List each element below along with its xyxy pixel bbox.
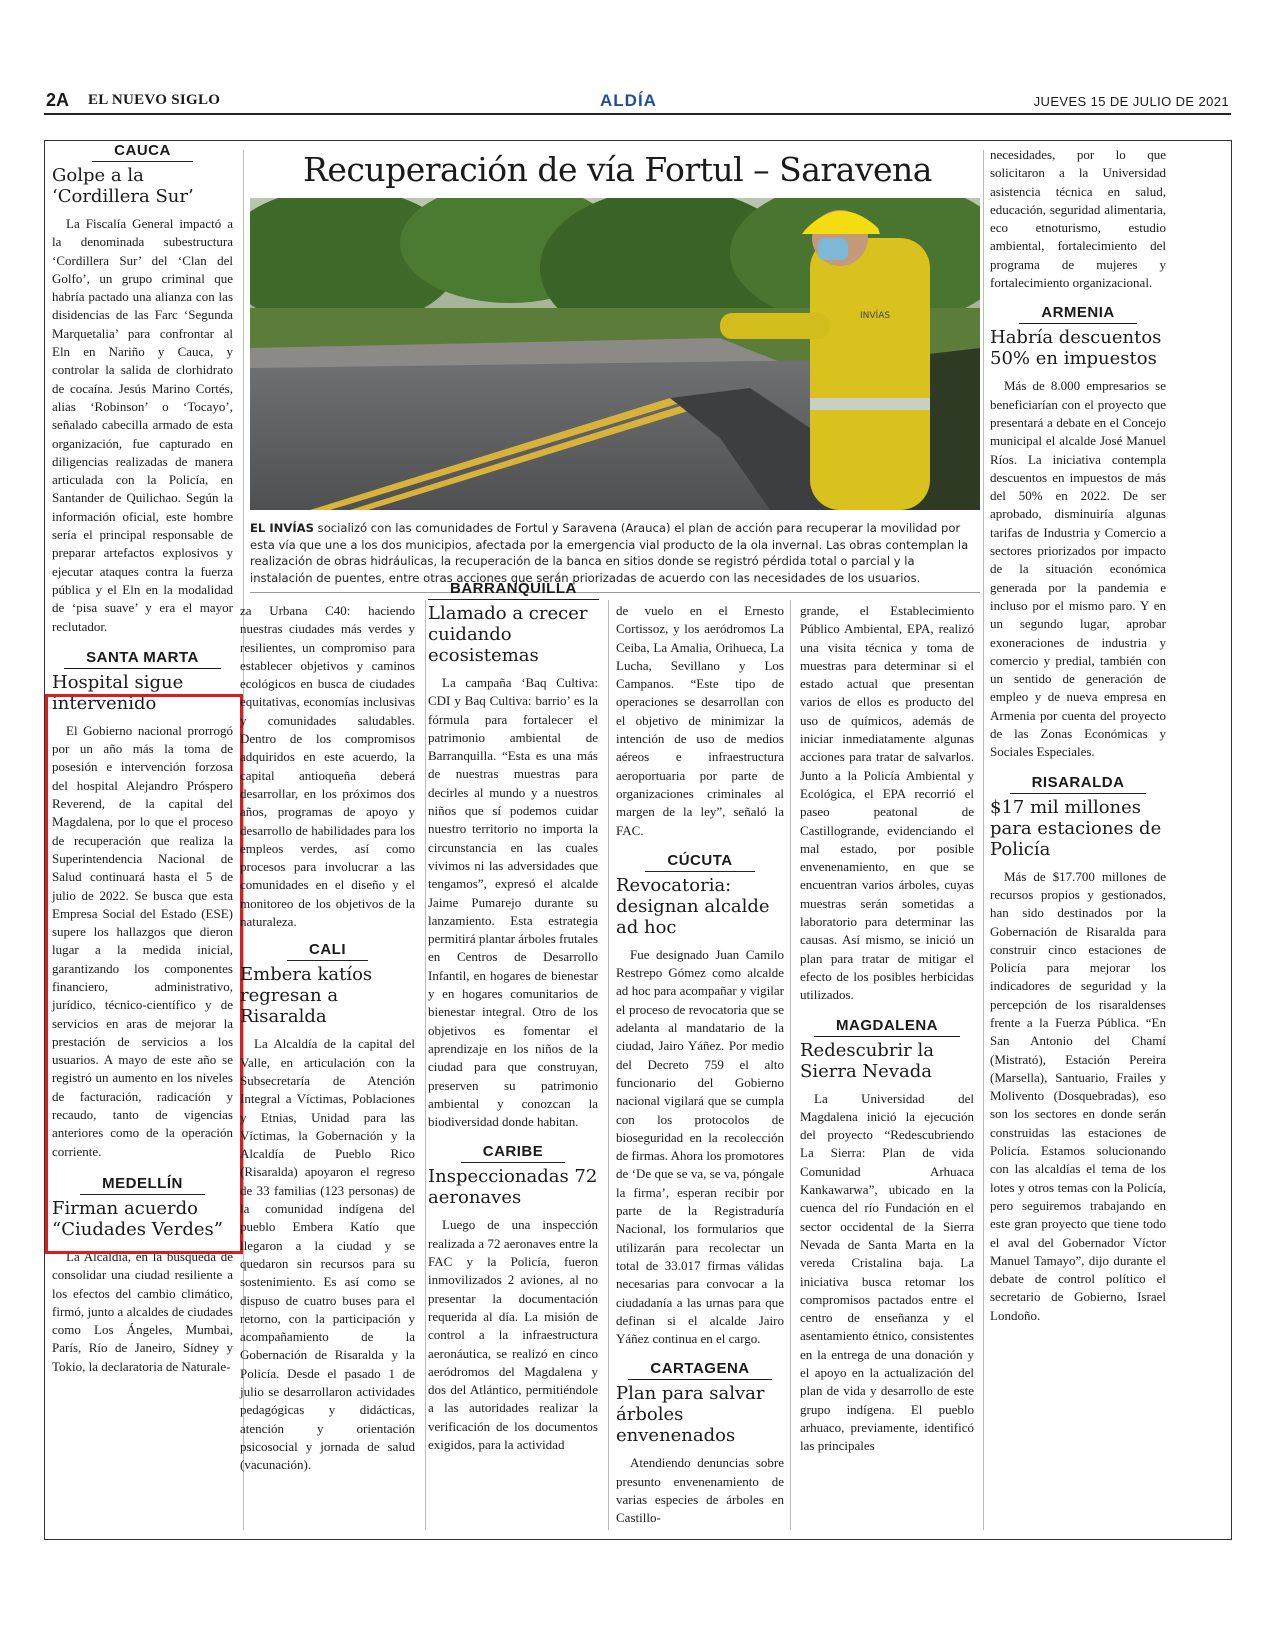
publication-name: EL NUEVO SIGLO xyxy=(88,92,221,108)
article-caribe-cont: de vuelo en el Ernesto Cortissoz, y los aeródromos La Ceiba, La Amalia, Orihueca, La Lucha, Sevillano y Los Campanos. “Este tipo de operaciones se desarrollan con el objetivo de minimizar la intención de uso de medios aéreos e infraestructura aeroportuaria por parte de organizaciones criminales al margen de la ley”, señaló la FAC. xyxy=(616,603,784,838)
column-3 xyxy=(428,578,598,1454)
article-cauca: La Fiscalía General impactó a la denominada subestructura ‘Cordillera Sur’ del ‘Clan del Golfo’, un grupo criminal que habría pactado una alianza con las disidencias de las Farc ‘Segunda Marquetalia’ para confrontar al Eln en Nariño y Cauca, y controlar la salida de clorhidrato de cocaína. Jesús Marino Cortés, alias ‘Robinson’ o ‘Tocayo’, señalado cabecilla armado de esta organización, fue capturado en diligencias realizadas de manera articulada con la Policía, en Santander de Quilichao. Según la información oficial, este hombre sería el principal responsable de preparar artefactos explosivos y ejecutar ataques contra la fuerza pública y el Eln en la modalidad de ‘pisa suave’ y era el mayor reclutador. xyxy=(52,216,233,634)
article-medellin: La Alcaldía, en la búsqueda de consolidar una ciudad resiliente a los efectos del cambio climático, firmó, junto a alcaldes de ciudades como Los Ángeles, Mumbai, París, Río de Janeiro, Sídney y Tokio, la declaratoria de Naturale- xyxy=(52,1248,233,1374)
caption-text: socializó con las comunidades de Fortul y Saravena (Arauca) el plan de acción para recuperar la movilidad por esta vía que une a los dos municipios, afectada por la emergencia vial producto de la ola invernal. Las obras contemplan la realización de obras hidráulicas, la recuperación de la banca en sitios donde se registró pérdida total o parcial y la instalación de puentes, entre otras acciones que serán priorizadas de acuerdo con las necesidades de los usuarios. xyxy=(250,521,969,585)
column-2 xyxy=(240,602,415,1474)
column-4 xyxy=(616,602,784,1528)
column-divider xyxy=(608,600,609,1530)
section-name: ALDÍA xyxy=(600,91,657,110)
caption-lead: EL INVÍAS xyxy=(250,521,314,535)
page-number: 2A xyxy=(46,90,70,110)
column-divider xyxy=(790,600,791,1530)
headline-magdalena: Redescubrir la Sierra Nevada xyxy=(800,1039,934,1082)
headline-armenia: Habría descuentos 50% en impuestos xyxy=(990,327,1162,370)
column-divider xyxy=(425,600,426,1530)
column-6 xyxy=(990,146,1166,1325)
article-risaralda: Más de $17.700 millones de recursos propios y gestionados, han sido destinados por la Gobernación de Risaralda para construir cinco estaciones de Policía para mejorar los indicadores de seguridad y la percepción de los risaraldenses frente a la Fuerza Pública. “En San Antonio del Chamí (Mistrató), Estación Pereira (Marsella), Santuario, Frailes y Molivento (Dosquebradas), eso son los sectores en donde serán construidas las estaciones de Policía. Estamos solucionando con las alcaldías el tema de los lotes y otros temas con la Policía, pero seguiremos trabajando en este gran proyecto que tiene todo el aval del Gobernador Víctor Manuel Tamayo”, dijo durante el debate de control político el secretario de Gobierno, Israel Londoño. xyxy=(990,868,1166,1323)
feature-photo xyxy=(250,198,980,510)
headline-cucuta: Revocatoria: designan alcalde ad hoc xyxy=(616,874,770,938)
article-magdalena: La Universidad del Magdalena inició la ejecución del proyecto “Redescubriendo La Sierra: Plan de vida Comunidad Arhuaca Kankawarwa”, ubicado en la cuenca del río Fundación en el sector occidental de la Sierra Nevada de Santa Marta en la vereda Cristalina baja. La iniciativa busca retomar los compromisos pactados entre el centro de enseñanza y el asentamiento étnico, consistentes en la entrega de una donación y el apoyo en la actualización del plan de vida y desarrollo de este grupo indígena. El pueblo arhuaco, previamente, identificó las principales xyxy=(800,1090,974,1454)
headline-caribe: Inspeccionadas 72 aeronaves xyxy=(428,1166,598,1209)
highlight-box xyxy=(45,694,243,1254)
feature-title: Recuperación de vía Fortul – Saravena xyxy=(303,150,932,189)
headline-barranquilla: Llamado a crecer cuidando ecosistemas xyxy=(428,603,588,666)
article-magdalena-cont: necesidades, por lo que solicitaron a la Universidad asistencia técnica en salud, educación, seguridad alimentaria, eco etnoturismo, estudio ambiental, fortalecimiento del programa de mujeres y fortalecimiento organizacional. xyxy=(990,147,1166,291)
kicker-cucuta: CÚCUTA xyxy=(616,852,784,869)
kicker-caribe: CARIBE xyxy=(428,1143,598,1160)
feature-caption xyxy=(250,520,980,586)
kicker-risaralda: RISARALDA xyxy=(990,774,1166,791)
headline-medellin: Firman acuerdo “Ciudades Verdes” xyxy=(52,1197,223,1240)
article-cartagena: Atendiendo denuncias sobre presunto envenenamiento de varias especies de árboles en Castillo- xyxy=(616,1455,784,1526)
article-cucuta: Fue designado Juan Camilo Restrepo Gómez como alcalde ad hoc para acompañar y vigilar el proceso de revocatoria que se adelanta al mandatario de la ciudad, Jairo Yáñez. Por medio del Decreto 759 el alto funcionario del Gobierno nacional vigilará que se cumpla con los protocolos de bioseguridad en la recolección de firmas. Ahora los promotores de ‘De que se va, se va, póngale la firma’, esperan recibir por parte de la Registraduría Nacional, los formularios que utilizarán para recolectar un total de 33.017 firmas válidas necesarias para convocar a la ciudadanía a las urnas para que definan si el alcalde Jairo Yáñez continua en el cargo. xyxy=(616,946,784,1347)
vest-logo: INVÍAS xyxy=(860,311,891,321)
headline-santa-marta: Hospital sigue intervenido xyxy=(52,671,184,714)
article-cartagena-cont: grande, el Establecimiento Público Ambiental, EPA, realizó una visita técnica y toma de muestras para determinar si el estado actual que presentan varios de ellos es producto del uso de químicos, además de iniciar inmediatamente algunas acciones para tratar de salvarlos. Junto a la Policía Ambiental y Ecológica, el EPA recorrió el paseo peatonal de Castillogrande, evidenciando el mal estado, por posible envenenamiento, en que se encuentran varios árboles, cuyas muestras serán sometidas a laboratorio para determinar las causas. Así mismo, se inició un plan para tratar de mitigar el efecto de los posibles herbicidas utilizados. xyxy=(800,603,974,1003)
kicker-magdalena: MAGDALENA xyxy=(800,1017,974,1034)
kicker-armenia: ARMENIA xyxy=(990,304,1166,321)
header-rule xyxy=(44,113,1231,115)
column-divider xyxy=(983,150,984,1530)
kicker-medellin: MEDELLÍN xyxy=(52,1175,233,1192)
column-5 xyxy=(800,602,974,1455)
kicker-barranquilla: BARRANQUILLA xyxy=(428,580,598,597)
road-photo-illustration xyxy=(250,198,980,510)
headline-cali: Embera katíos regresan a Risaralda xyxy=(240,964,373,1028)
caption-rule xyxy=(250,592,980,593)
kicker-cali: CALI xyxy=(240,941,415,958)
article-barranquilla: La campaña ‘Baq Cultiva: CDI y Baq Cultiva: barrio’ es la fórmula para fortalecer el patrimonio ambiental de Barranquilla. “Esta es una más de nuestras muestras para decirles al mundo y a nuestros niños que sí podemos cuidar nuestro territorio no importa la circunstancia en las cuales vivimos ni las adversidades que tengamos”, expresó el alcalde Jaime Pumarejo durante su lanzamiento. Esta estrategia permitirá plantar árboles frutales en Centros de Desarrollo Infantil, en hogares de bienestar y en hogares comunitarios de bienestar integral. Otro de los objetivos es fomentar el aprendizaje en los niños de la ciudad para que construyan, preserven su patrimonio ambiental y conozcan la biodiversidad donde habitan. xyxy=(428,675,599,1130)
headline-cauca: Golpe a la ‘Cordillera Sur’ xyxy=(52,165,194,207)
kicker-santa-marta: SANTA MARTA xyxy=(52,649,233,666)
article-armenia: Más de 8.000 empresarios se beneficiarían con el proyecto que presentará a debate en el Concejo municipal el alcalde José Manuel Ríos. La iniciativa contempla descuentos en impuestos de más del 50% en 2022. De ser aprobado, disminuiría algunas tarifas de Industria y Comercio a sectores priorizados por impacto de la situación económica generada por la pandemia e incluso por el mismo paro. Y en un segundo lugar, aprobar exoneraciones de industria y comercio y predial, también con un sentido de generación de empleo y de nueva empresa en Armenia por cuenta del proyecto de las Zonas Económicas y Sociales Especiales. xyxy=(990,378,1166,760)
kicker-cauca: CAUCA xyxy=(52,142,233,159)
article-caribe: Luego de una inspección realizada a 72 aeronaves entre la FAC y la Policía, fueron inmovilizados 2 aviones, al no presentar la documentación requerida al día. La misión de control a la infraestructura aeronáutica, se realizó en cinco aeródromos del Magdalena y dos del Atlántico, permitiéndole a las autoridades realizar la verificación de los documentos exigidos, para la actividad xyxy=(428,1217,598,1452)
headline-risaralda: $17 mil millones para estaciones de Policía xyxy=(990,796,1162,860)
headline-cartagena: Plan para salvar árboles envenenados xyxy=(616,1383,765,1447)
kicker-cartagena: CARTAGENA xyxy=(616,1360,784,1377)
issue-date: JUEVES 15 DE JULIO DE 2021 xyxy=(1033,94,1229,109)
article-medellin-cont: za Urbana C40: haciendo nuestras ciudades más verdes y resilientes, un compromiso para establecer objetivos y caminos ecológicos en busca de ciudades equitativas, economías inclusivas y comunidades saludables. Dentro de los compromisos adquiridos en este acuerdo, la capital antioqueña deberá desarrollar, en los próximos dos años, programas de apoyo y desarrollo de habilidades para los empleos verdes, así como procesos para involucrar a las comunidades en el diseño y el monitoreo de los objetivos de la naturaleza. xyxy=(240,603,415,930)
article-cali: La Alcaldía de la capital del Valle, en articulación con la Subsecretaría de Atención Integral a Víctimas, Poblaciones y Etnias, Unidad para las Víctimas, la Gobernación y la Alcaldía de Pueblo Rico (Risaralda) apoyaron el regreso de 33 familias (123 personas) de la comunidad indígena del pueblo Embera Katío que llegaron a la ciudad y se quedaron sin recursos para su sostenimiento. Es así como se dispuso de cuatro buses para el retorno, con la participación y acompañamiento de la Gobernación de Risaralda y la Policía. Desde el pasado 1 de julio se desarrollaron actividades pedagógicas y didácticas, atención y orientación psicosocial y jornada de salud (vacunación). xyxy=(240,1036,415,1473)
article-santa-marta: El Gobierno nacional prorrogó por un año más la toma de posesión e intervención forzosa del hospital Alejandro Próspero Reverend, de la capital del Magdalena, por lo que el proceso de recuperación que realiza la Superintendencia Nacional de Salud continuará hasta el 5 de julio de 2022. Se busca que esta Empresa Social del Estado (ESE) supere los hallazgos que dieron lugar a la medida inicial, garantizando los componentes financiero, administrativo, jurídico, técnico-científico y de servicios en aras de mejorar la prestación de servicios a los usuarios. A mayo de este año se registró un aumento en los niveles de facturación, radicación y recaudo, tanto de vigencias anteriores como de la operación corriente. xyxy=(52,722,233,1159)
